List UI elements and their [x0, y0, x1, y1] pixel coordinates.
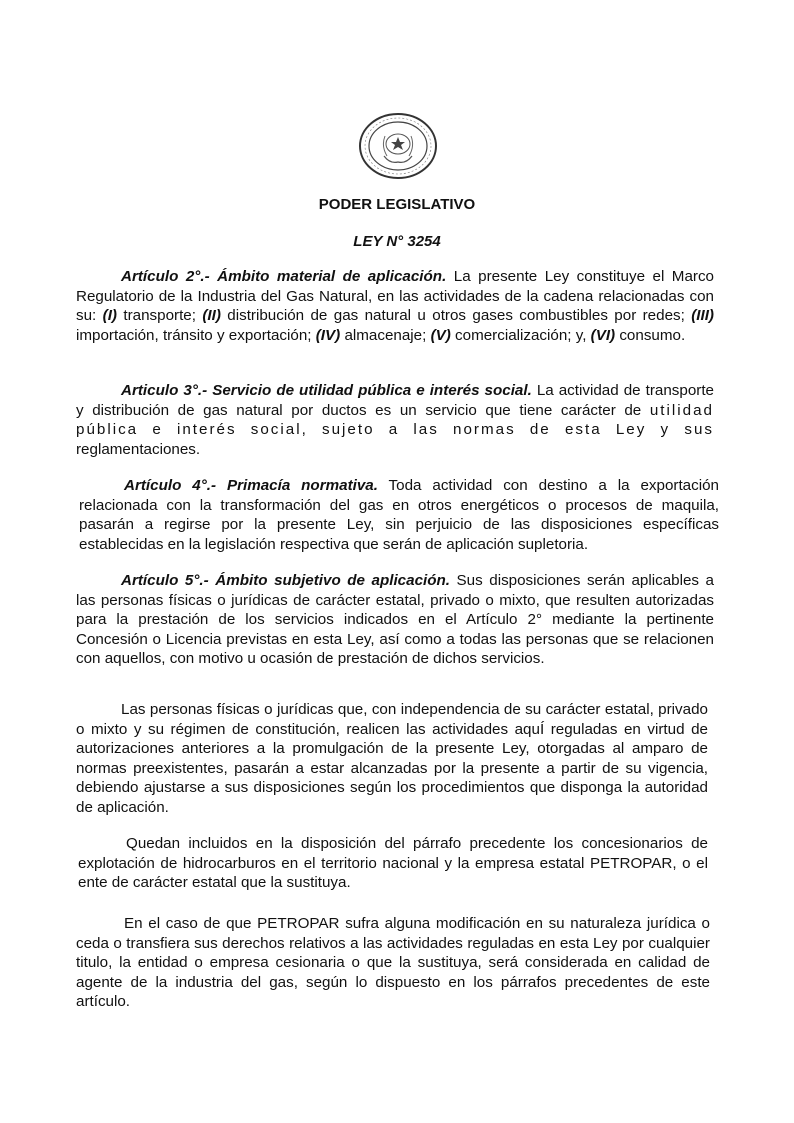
paragraph-personas: Las personas físicas o jurídicas que, con independencia de su carácter estatal, privado o mixto y su régimen de constitución, realicen las actividades aquÍ reguladas en virtud de autorizaciones anteriores a la promulgación de la presente Ley, otorgadas al amparo de normas preexistentes, pasarán a estar alcanzadas por la presente a partir de su vigencia, debiendo ajustarse a sus disposiciones según los procedimientos que disponga la autoridad de aplicación. [76, 701, 708, 816]
page-title: PODER LEGISLATIVO [318, 196, 476, 213]
article-2: Artículo 2°.- Ámbito material de aplicación. La presente Ley constituye el Marco Regulatorio de la Industria del Gas Natural, en las actividades de la cadena relacionadas con su: (I) transporte; (II) distribución de gas natural u otros gases combustibles por redes; (III) importación, tránsito y exportación; (IV) almacenaje; (V) comercialización; y, (VI) consumo. [76, 268, 714, 344]
article-5: Artículo 5°.- Ámbito subjetivo de aplicación. Sus disposiciones serán aplicables a las personas físicas o jurídicas de carácter estatal, privado o mixto, que resulten autorizadas para la prestación de los servicios indicados en el Artículo 2° mediante la pertinente Concesión o Licencia previstas en esta Ley, así como a todas las personas que se relacionen con aquellos, con motivo u ocasión de prestación de dichos servicios. [76, 572, 714, 668]
national-seal-icon [357, 112, 439, 180]
article-4: Artículo 4°.- Primacía normativa. Toda actividad con destino a la exportación relacionada con la transformación del gas en otros energéticos o procesos de maquila, pasarán a regirse por la presente Ley, sin perjuicio de las disposiciones específicas establecidas en la legislación respectiva que serán de aplicación supletoria. [79, 477, 719, 553]
article-3-heading: Articulo 3°.- Servicio de utilidad pública e interés social. [121, 382, 532, 399]
article-4-heading: Artículo 4°.- Primacía normativa. [124, 477, 378, 494]
paragraph-quedan-incluidos: Quedan incluidos en la disposición del párrafo precedente los concesionarios de explotación de hidrocarburos en el territorio nacional y la empresa estatal PETROPAR, o el ente de carácter estatal que la sustituya. [78, 835, 708, 892]
article-3: Articulo 3°.- Servicio de utilidad pública e interés social. La actividad de transporte y distribución de gas natural por ductos es un servicio que tiene carácter de utilidad pública e interés social, sujeto a las normas de esta Ley y sus reglamentaciones. [76, 382, 714, 458]
law-number: LEY N° 3254 [353, 233, 441, 250]
article-2-heading: Artículo 2°.- Ámbito material de aplicación. [121, 268, 447, 285]
paragraph-petropar: En el caso de que PETROPAR sufra alguna modificación en su naturaleza jurídica o ceda o transfiera sus derechos relativos a las actividades reguladas en esta Ley por cualquier titulo, la entidad o empresa cesionaria o que la sustituya, será considerada en calidad de agente de la industria del gas, según lo dispuesto en los párrafos precedentes de este artículo. [76, 915, 710, 1011]
article-5-heading: Artículo 5°.- Ámbito subjetivo de aplicación. [121, 572, 451, 589]
